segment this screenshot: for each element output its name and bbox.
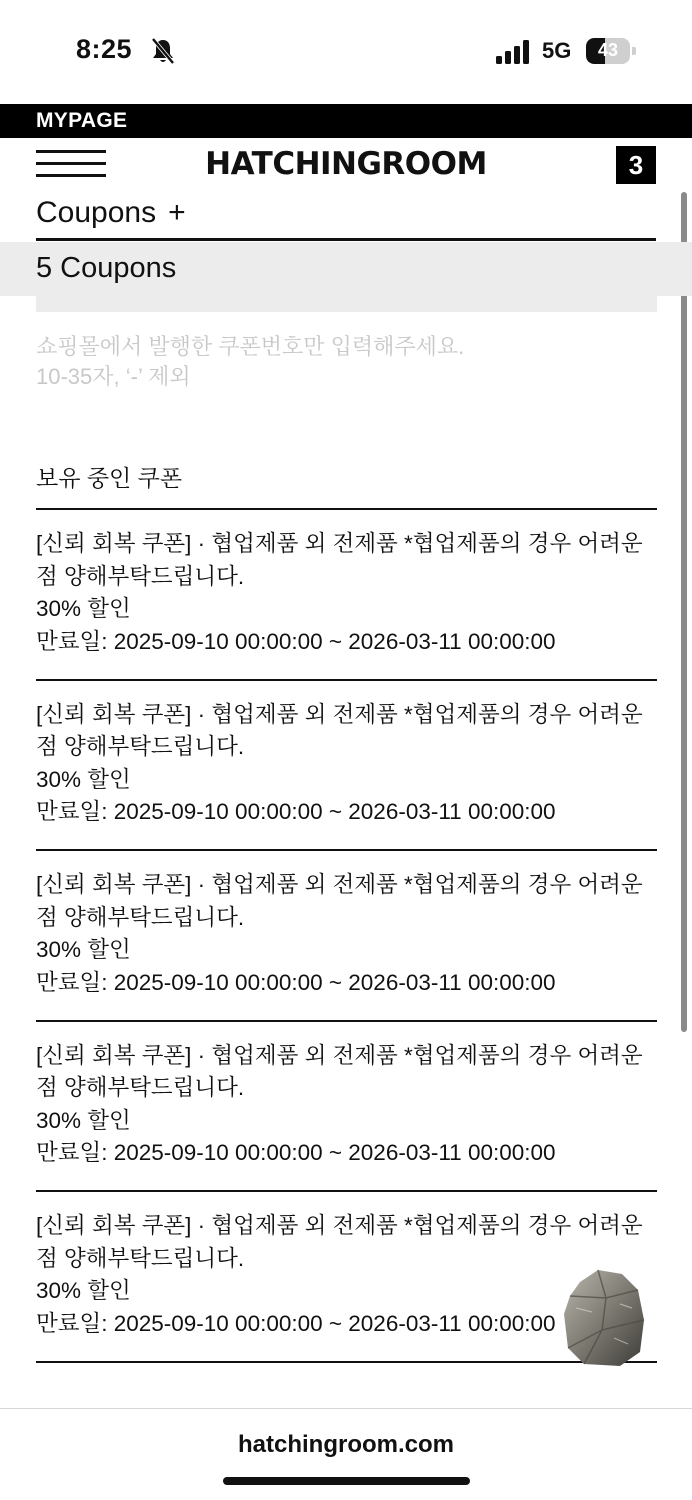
- scrollbar[interactable]: [681, 192, 687, 1032]
- network-type: 5G: [542, 38, 572, 63]
- coupon-item[interactable]: [36, 679, 657, 850]
- signal-bars-icon: [496, 40, 532, 64]
- coupon-discount: 30% 할인: [36, 766, 131, 792]
- coupons-title: Coupons: [36, 196, 157, 229]
- rock-image[interactable]: [562, 1268, 646, 1368]
- coupon-name: [신뢰 회복 쿠폰] · 협업제품 외 전제품 *협업제품의 경우 어려운 점 양해부탁드립니다.: [36, 1213, 643, 1271]
- mypage-bar[interactable]: [0, 104, 692, 138]
- coupon-input-placeholder-line1: 쇼핑몰에서 발행한 쿠폰번호만 입력해주세요.: [36, 334, 465, 359]
- status-bar: [0, 0, 692, 104]
- coupon-count-bar: [0, 242, 692, 296]
- coupon-name: [신뢰 회복 쿠폰] · 협업제품 외 전제품 *협업제품의 경우 어려운 점 양해부탁드립니다.: [36, 1042, 643, 1100]
- home-indicator[interactable]: [223, 1477, 470, 1485]
- status-time: 8:25: [76, 34, 133, 64]
- site-domain[interactable]: hatchingroom.com: [237, 1431, 454, 1458]
- coupon-expiry: 만료일: 2025-09-10 00:00:00 ~ 2026-03-11 00:00:00: [36, 1310, 556, 1336]
- coupon-expiry: 만료일: 2025-09-10 00:00:00 ~ 2026-03-11 00:00:00: [36, 969, 556, 995]
- battery-icon: [586, 38, 636, 64]
- coupon-discount: 30% 할인: [36, 1278, 131, 1303]
- coupon-name: [신뢰 회복 쿠폰] · 협업제품 외 전제품 *협업제품의 경우 어려운 점 양해부탁드립니다.: [36, 701, 643, 759]
- coupon-expiry: 만료일: 2025-09-10 00:00:00 ~ 2026-03-11 00:00:00: [36, 1140, 556, 1165]
- coupon-name: [신뢰 회복 쿠폰] · 협업제품 외 전제품 *협업제품의 경우 어려운 점 양해부탁드립니다.: [36, 872, 643, 930]
- cart-count-badge[interactable]: 3: [616, 146, 656, 184]
- bell-slash-icon: [150, 36, 176, 66]
- coupon-item[interactable]: [36, 849, 657, 1020]
- coupon-code-input[interactable]: [36, 332, 464, 392]
- brand-logo[interactable]: HATCHINGROOM: [205, 146, 487, 182]
- coupon-input-placeholder-line2: 10-35자, ‘-’ 제외: [36, 364, 191, 389]
- divider: [36, 238, 656, 241]
- owned-coupons-title: 보유 중인 쿠폰: [36, 465, 183, 491]
- coupon-count-bar-extension: [36, 296, 657, 312]
- coupon-discount: 30% 할인: [36, 937, 131, 962]
- coupon-expiry: 만료일: 2025-09-10 00:00:00 ~ 2026-03-11 00:00:00: [36, 628, 556, 654]
- browser-address-bar[interactable]: [0, 1408, 692, 1500]
- coupon-discount: 30% 할인: [36, 596, 131, 621]
- coupon-discount: 30% 할인: [36, 1107, 131, 1133]
- coupon-item[interactable]: [36, 508, 657, 679]
- add-coupon-button[interactable]: +: [168, 196, 186, 229]
- coupon-expiry: 만료일: 2025-09-10 00:00:00 ~ 2026-03-11 00:00:00: [36, 799, 556, 824]
- coupon-name: [신뢰 회복 쿠폰] · 협업제품 외 전제품 *협업제품의 경우 어려운 점 양해부탁드립니다.: [36, 531, 643, 589]
- coupon-count: 5 Coupons: [36, 252, 177, 284]
- battery-level: 43: [597, 40, 619, 60]
- coupon-list: [36, 508, 657, 1363]
- coupon-item[interactable]: [36, 1020, 657, 1191]
- mypage-label[interactable]: MYPAGE: [36, 109, 128, 132]
- coupons-heading: [36, 196, 186, 230]
